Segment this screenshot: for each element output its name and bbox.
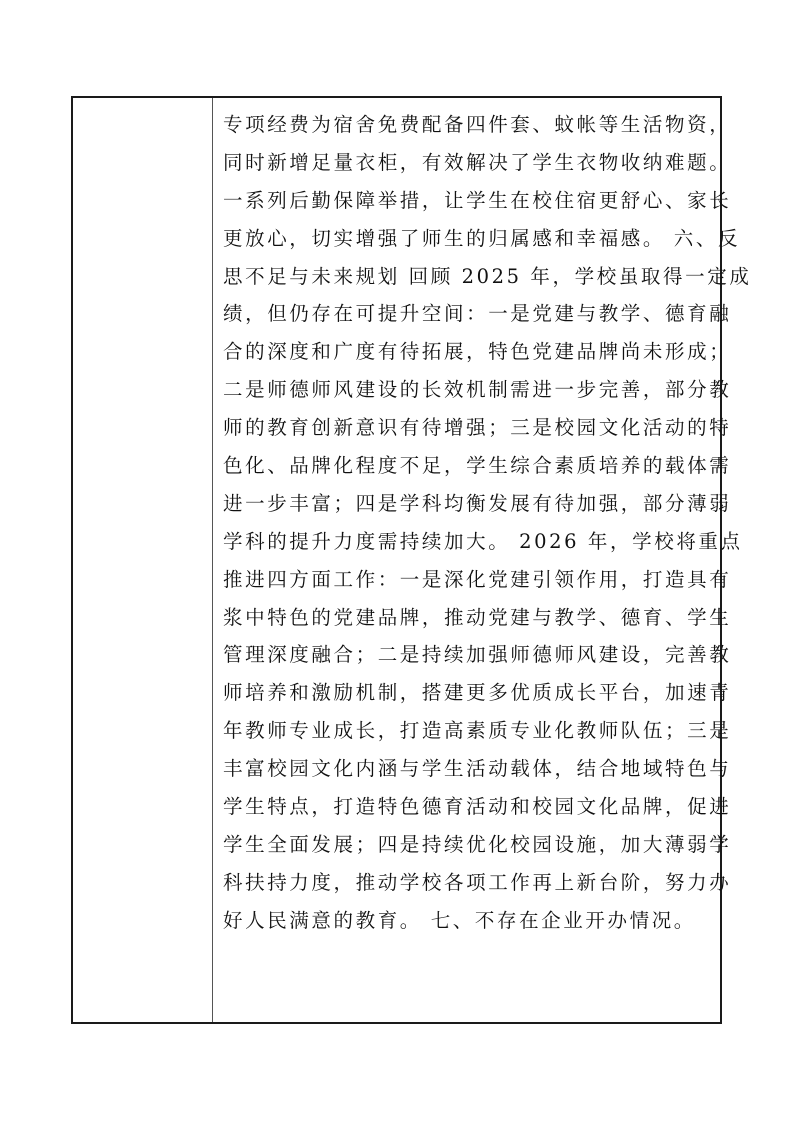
table-content-cell: [213, 98, 752, 1022]
text-line: 一系列后勤保障举措，让学生在校住宿更舒心、家长: [223, 188, 732, 212]
text-line: 丰富校园文化内涵与学生活动载体，结合地域特色与: [223, 757, 732, 781]
text-line: 年教师专业成长，打造高素质专业化教师队伍；三是: [223, 719, 732, 743]
text-line: 师培养和激励机制，搭建更多优质成长平台，加速青: [223, 681, 732, 705]
text-line: 推进四方面工作：一是深化党建引领作用，打造具有: [223, 567, 732, 591]
text-line: 更放心，切实增强了师生的归属感和幸福感。 六、反: [223, 226, 741, 250]
text-line: 科扶持力度，推动学校各项工作再上新台阶，努力办: [223, 870, 732, 894]
paragraph-body: [223, 106, 752, 940]
text-line: 好人民满意的教育。 七、不存在企业开办情况。: [223, 908, 696, 932]
text-line: 师的教育创新意识有待增强；三是校园文化活动的特: [223, 416, 732, 440]
text-line: 进一步丰富；四是学科均衡发展有待加强，部分薄弱: [223, 491, 732, 515]
text-line: 学生全面发展；四是持续优化校园设施，加大薄弱学: [223, 832, 732, 856]
text-line: 二是师德师风建设的长效机制需进一步完善，部分教: [223, 378, 732, 402]
text-line: 浆中特色的党建品牌，推动党建与教学、德育、学生: [223, 605, 732, 629]
text-line: 绩，但仍存在可提升空间：一是党建与教学、德育融: [223, 302, 732, 326]
text-line: 合的深度和广度有待拓展，特色党建品牌尚未形成；: [223, 340, 732, 364]
table-label-cell: [73, 98, 213, 1022]
text-line: 色化、品牌化程度不足，学生综合素质培养的载体需: [223, 454, 732, 478]
text-line: 专项经费为宿舍免费配备四件套、蚊帐等生活物资，: [223, 113, 732, 136]
text-line: 学科的提升力度需持续加大。 2026 年，学校将重点: [223, 529, 743, 553]
report-table: [71, 96, 752, 1024]
text-line: 学生特点，打造特色德育活动和校园文化品牌，促进: [223, 795, 732, 819]
text-line: 同时新增足量衣柜，有效解决了学生衣物收纳难题。: [223, 150, 732, 174]
text-line: 思不足与未来规划 回顾 2025 年，学校虽取得一定成: [223, 264, 752, 288]
text-line: 管理深度融合；二是持续加强师德师风建设，完善教: [223, 643, 732, 667]
